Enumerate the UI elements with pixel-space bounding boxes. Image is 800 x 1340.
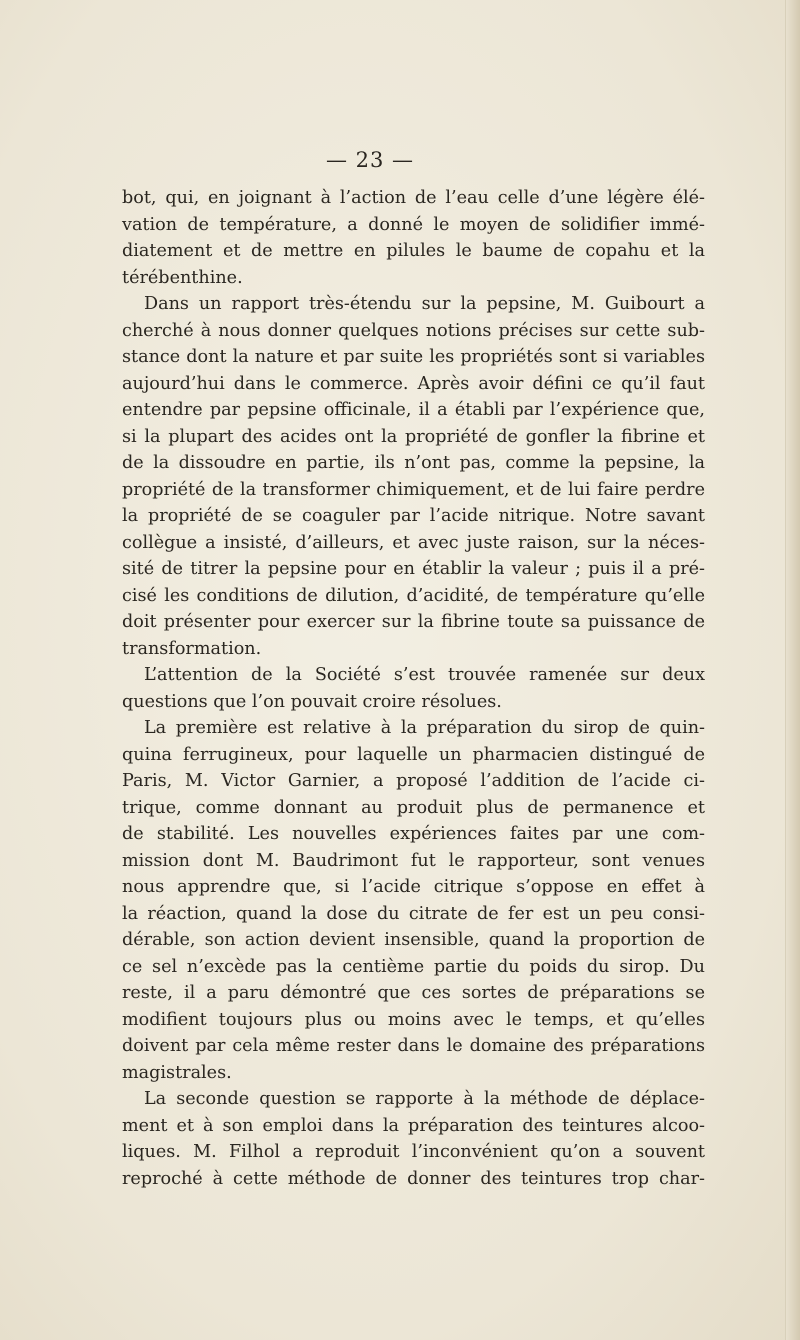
text-line: entendre par pepsine officinale, il a établi par l’expérience que, (122, 400, 705, 420)
text-line: cisé les conditions de dilution, d’acidité, de température qu’elle (122, 585, 705, 606)
text-line: vation de température, a donné le moyen de solidifier immé- (122, 214, 705, 235)
text-line: la propriété de se coaguler par l’acide nitrique. Notre savant (122, 506, 705, 526)
text-line: si la plupart des acides ont la propriété de gonfler la fibrine et (122, 426, 705, 447)
text-line: doit présenter pour exercer sur la fibrine toute sa puissance de (122, 612, 705, 632)
page-edge (785, 0, 800, 1340)
text-line: modifient toujours plus ou moins avec le temps, et qu’elles (122, 1009, 705, 1030)
text-line: stance dont la nature et par suite les propriétés sont si variables (122, 347, 705, 367)
text-line: L’attention de la Société s’est trouvée ramenée sur deux (144, 665, 705, 685)
text-line: La seconde question se rapporte à la méthode de déplace- (144, 1089, 705, 1109)
text-line: dérable, son action devient insensible, quand la proportion de (122, 930, 705, 950)
text-line: aujourd’hui dans le commerce. Après avoir défini ce qu’il faut (122, 373, 705, 394)
text-line: ment et à son emploi dans la préparation des teintures alcoo- (122, 1115, 705, 1136)
text-line: La première est relative à la préparation du sirop de quin- (144, 718, 705, 738)
text-line: reste, il a paru démontré que ces sortes de préparations se (122, 983, 705, 1003)
text-line: diatement et de mettre en pilules le baume de copahu et la (122, 241, 705, 261)
text-line: nous apprendre que, si l’acide citrique s’oppose en effet à (122, 877, 705, 897)
page-number: — 23 — (325, 148, 415, 172)
text-line: quina ferrugineux, pour laquelle un pharmacien distingué de (122, 744, 705, 765)
text-line: collègue a insisté, d’ailleurs, et avec juste raison, sur la néces- (122, 532, 705, 553)
text-line: reproché à cette méthode de donner des teintures trop char- (122, 1168, 705, 1189)
text-line: transformation. (122, 638, 262, 659)
text-line: propriété de la transformer chimiquement, et de lui faire perdre (122, 479, 705, 500)
text-line: cherché à nous donner quelques notions précises sur cette sub- (122, 320, 705, 341)
text-line: ce sel n’excède pas la centième partie du poids du sirop. Du (122, 956, 705, 977)
body-text (122, 185, 705, 1192)
text-line: trique, comme donnant au produit plus de permanence et (122, 797, 705, 818)
text-line: la réaction, quand la dose du citrate de fer est un peu consi- (122, 903, 705, 924)
text-line: doivent par cela même rester dans le domaine des préparations (122, 1036, 705, 1056)
text-line: magistrales. (122, 1062, 232, 1083)
text-line: de la dissoudre en partie, ils n’ont pas, comme la pepsine, la (122, 453, 705, 473)
text-line: mission dont M. Baudrimont fut le rapporteur, sont venues (122, 850, 705, 871)
text-line: questions que l’on pouvait croire résolues. (122, 691, 502, 712)
text-line: térébenthine. (122, 267, 243, 288)
text-line: bot, qui, en joignant à l’action de l’eau celle d’une légère élé- (122, 188, 705, 208)
text-line: Paris, M. Victor Garnier, a proposé l’addition de l’acide ci- (122, 771, 705, 791)
text-line: de stabilité. Les nouvelles expériences faites par une com- (122, 824, 705, 844)
text-line: Dans un rapport très-étendu sur la pepsine, M. Guibourt a (144, 294, 705, 314)
text-line: liques. M. Filhol a reproduit l’inconvénient qu’on a souvent (122, 1142, 705, 1162)
text-line: sité de titrer la pepsine pour en établir la valeur ; puis il a pré- (122, 559, 705, 579)
